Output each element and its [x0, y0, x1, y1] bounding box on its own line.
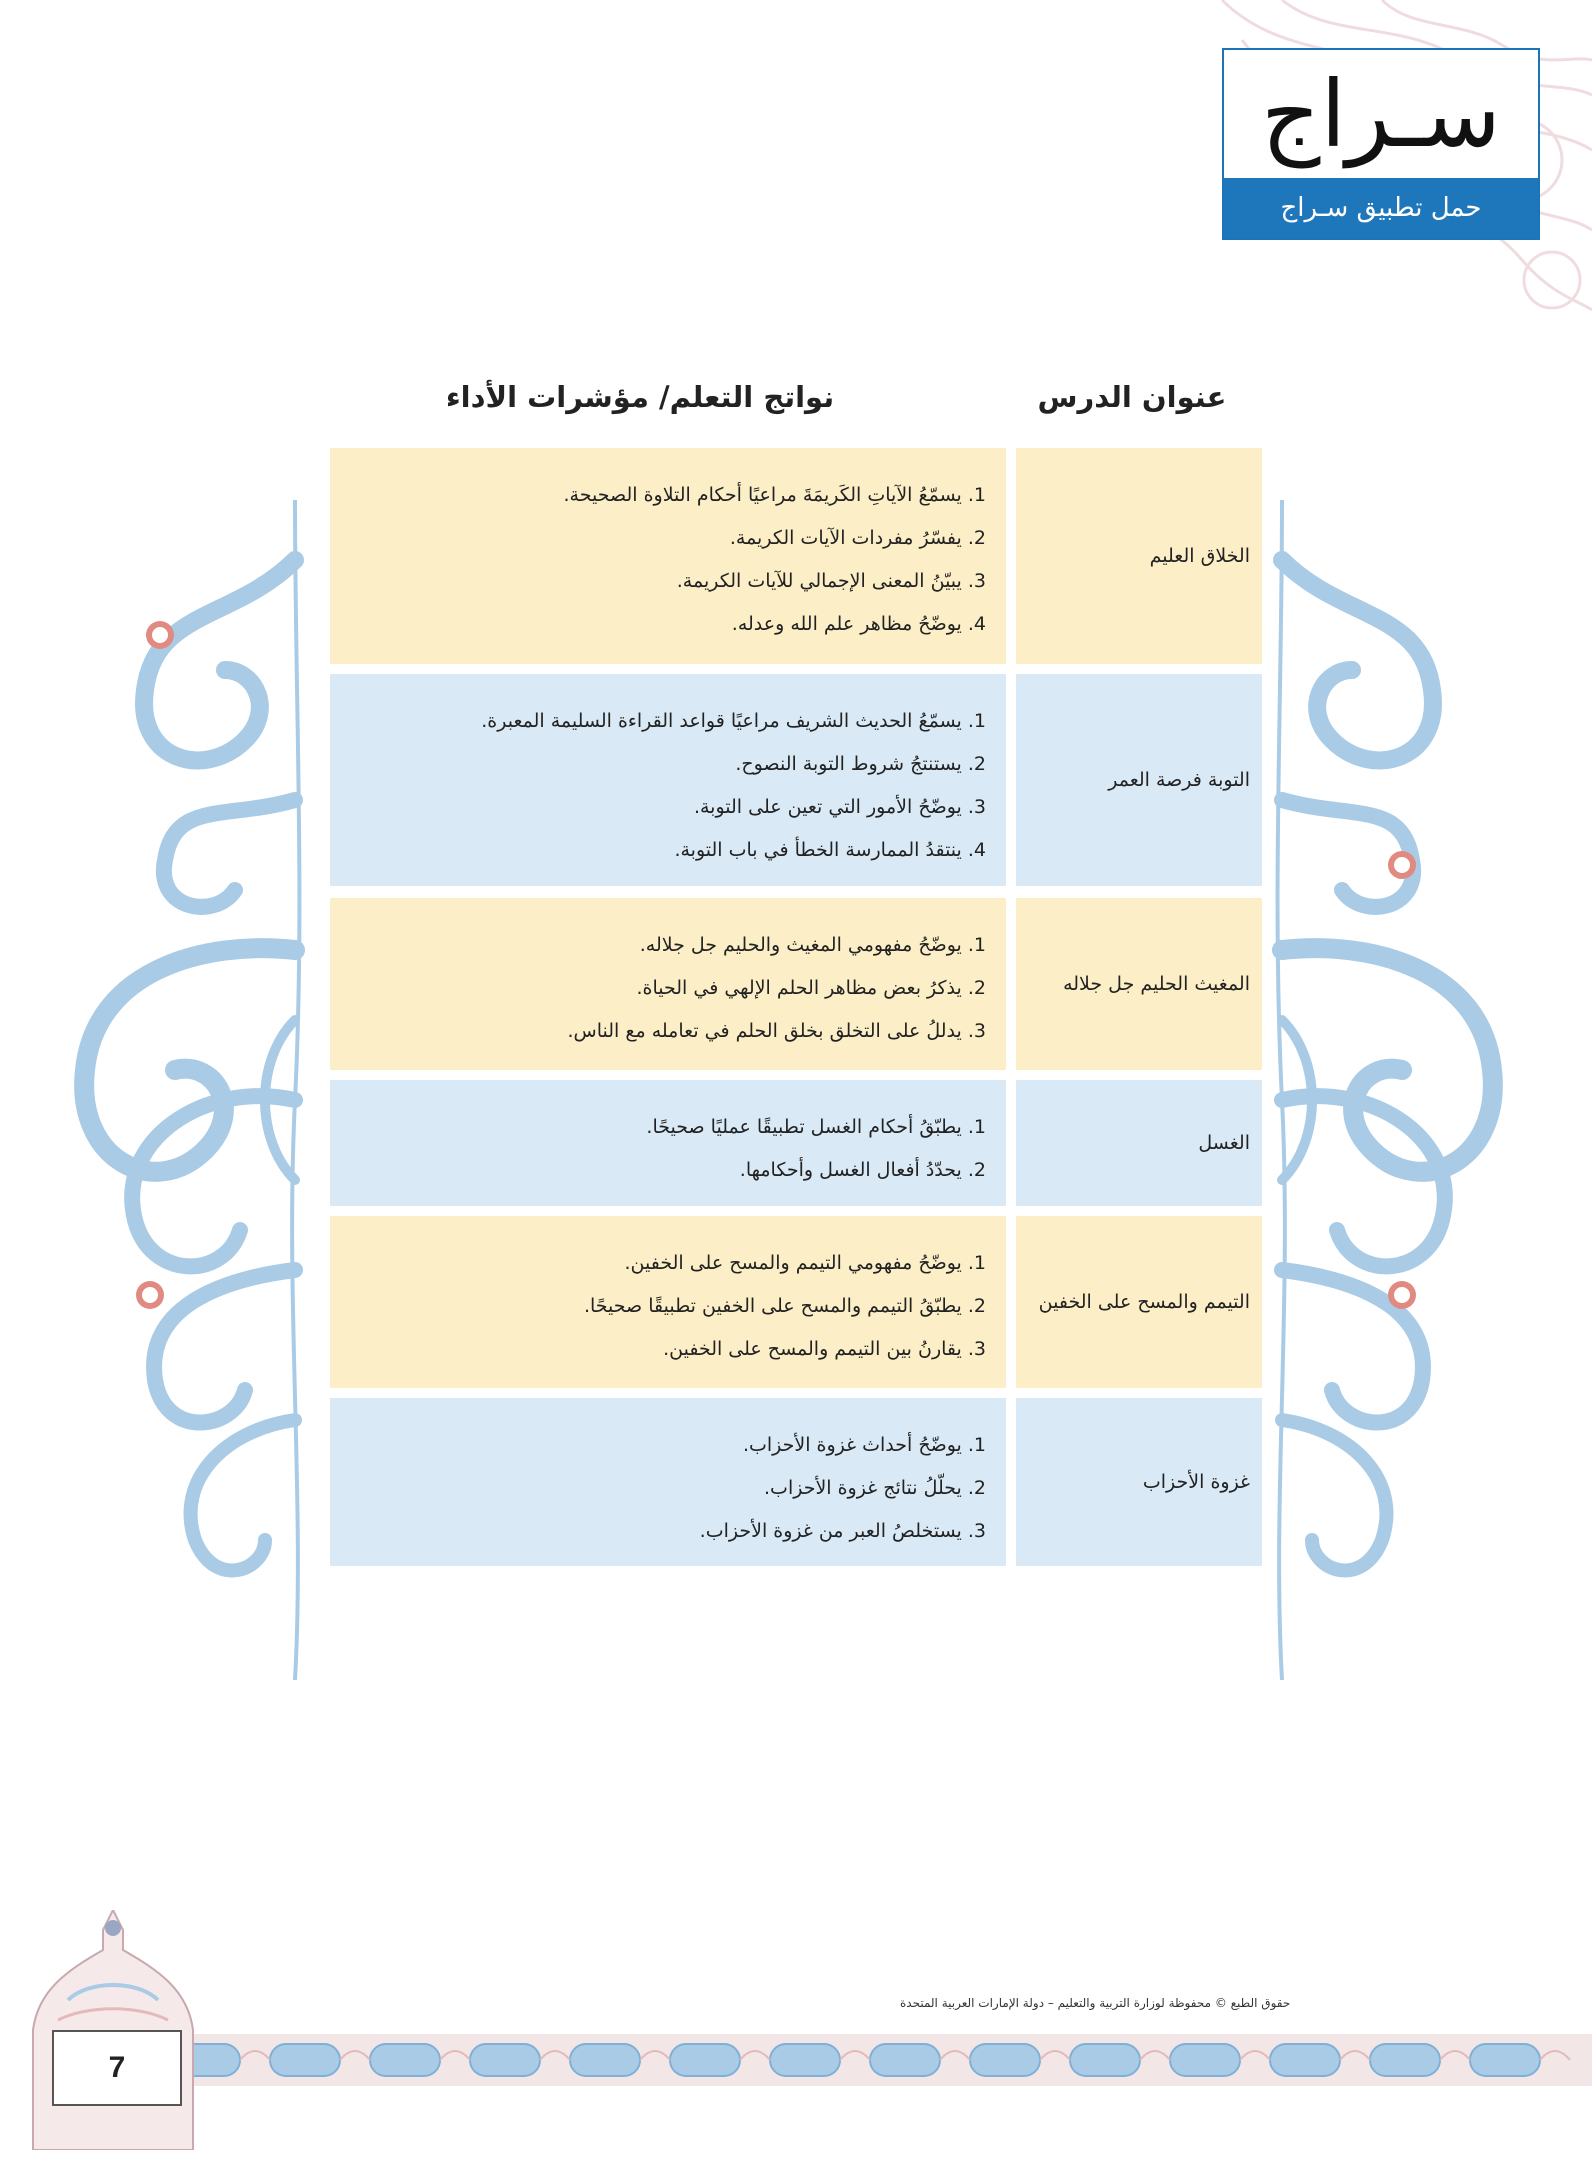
lesson-title: التيمم والمسح على الخفين [1016, 1216, 1262, 1388]
list-item: 3. يقارنُ بين التيمم والمسح على الخفين. [663, 1338, 986, 1360]
table-row [330, 1216, 1262, 1388]
list-item: 1. يوضّحُ مفهومي المغيث والحليم جل جلاله. [639, 934, 986, 956]
table-row [330, 448, 1262, 664]
column-header-lesson-title: عنوان الدرس [1037, 380, 1227, 414]
lesson-title: غزوة الأحزاب [1016, 1398, 1262, 1566]
lesson-title: الخلاق العليم [1016, 448, 1262, 664]
table-row [330, 1398, 1262, 1566]
logo-wordmark: سـراج [1261, 60, 1501, 168]
list-item: 4. يوضّحُ مظاهر علم الله وعدله. [731, 613, 986, 635]
outcomes-cell [330, 898, 1006, 1070]
list-item: 1. يوضّحُ أحداث غزوة الأحزاب. [742, 1434, 986, 1456]
lesson-title: المغيث الحليم جل جلاله [1016, 898, 1262, 1070]
table-row [330, 1080, 1262, 1206]
column-header-learning-outcomes: نواتج التعلم/ مؤشرات الأداء [445, 380, 835, 414]
left-arabesque-ornament [55, 500, 325, 1680]
outcomes-cell [330, 1080, 1006, 1206]
list-item: 1. يطبّقُ أحكام الغسل تطبيقًا عمليًا صحيحًا. [646, 1116, 986, 1138]
outcomes-cell [330, 1216, 1006, 1388]
outcomes-cell [330, 1398, 1006, 1566]
outcomes-cell [330, 674, 1006, 886]
outcomes-cell [330, 448, 1006, 664]
right-arabesque-ornament [1252, 500, 1522, 1680]
list-item: 3. يوضّحُ الأمور التي تعين على التوبة. [693, 796, 986, 818]
list-item: 1. يسمّعُ الحديث الشريف مراعيًا قواعد القراءة السليمة المعبرة. [481, 710, 986, 732]
list-item: 3. يستخلصُ العبر من غزوة الأحزاب. [699, 1520, 986, 1542]
list-item: 2. يفسّرُ مفردات الآيات الكريمة. [729, 527, 986, 549]
page-number: 7 [52, 2030, 182, 2106]
list-item: 2. يحدّدُ أفعال الغسل وأحكامها. [739, 1159, 986, 1181]
logo-tagline: حمل تطبيق سـراج [1224, 178, 1538, 238]
table-row [330, 898, 1262, 1070]
footer-decorative-band [150, 2020, 1592, 2100]
copyright-notice: حقوق الطبع © محفوظة لوزارة التربية والتعليم – دولة الإمارات العربية المتحدة [900, 1996, 1291, 2010]
siraj-app-logo[interactable] [1222, 48, 1540, 240]
list-item: 4. ينتقدُ الممارسة الخطأ في باب التوبة. [674, 839, 986, 861]
table-row [330, 674, 1262, 886]
lesson-title: التوبة فرصة العمر [1016, 674, 1262, 886]
lesson-title: الغسل [1016, 1080, 1262, 1206]
list-item: 2. يستنتجُ شروط التوبة النصوح. [735, 753, 986, 775]
list-item: 1. يوضّحُ مفهومي التيمم والمسح على الخفين. [624, 1252, 986, 1274]
list-item: 2. يطبّقُ التيمم والمسح على الخفين تطبيقًا صحيحًا. [583, 1295, 986, 1317]
list-item: 1. يسمّعُ الآياتِ الكَريمَةَ مراعيًا أحكام التلاوة الصحيحة. [563, 484, 986, 506]
list-item: 3. يدللُ على التخلق بخلق الحلم في تعامله مع الناس. [567, 1020, 986, 1042]
list-item: 3. يبيّنُ المعنى الإجمالي للآيات الكريمة. [676, 570, 986, 592]
list-item: 2. يذكرُ بعض مظاهر الحلم الإلهي في الحياة. [636, 977, 986, 999]
list-item: 2. يحلّلُ نتائج غزوة الأحزاب. [764, 1477, 986, 1499]
